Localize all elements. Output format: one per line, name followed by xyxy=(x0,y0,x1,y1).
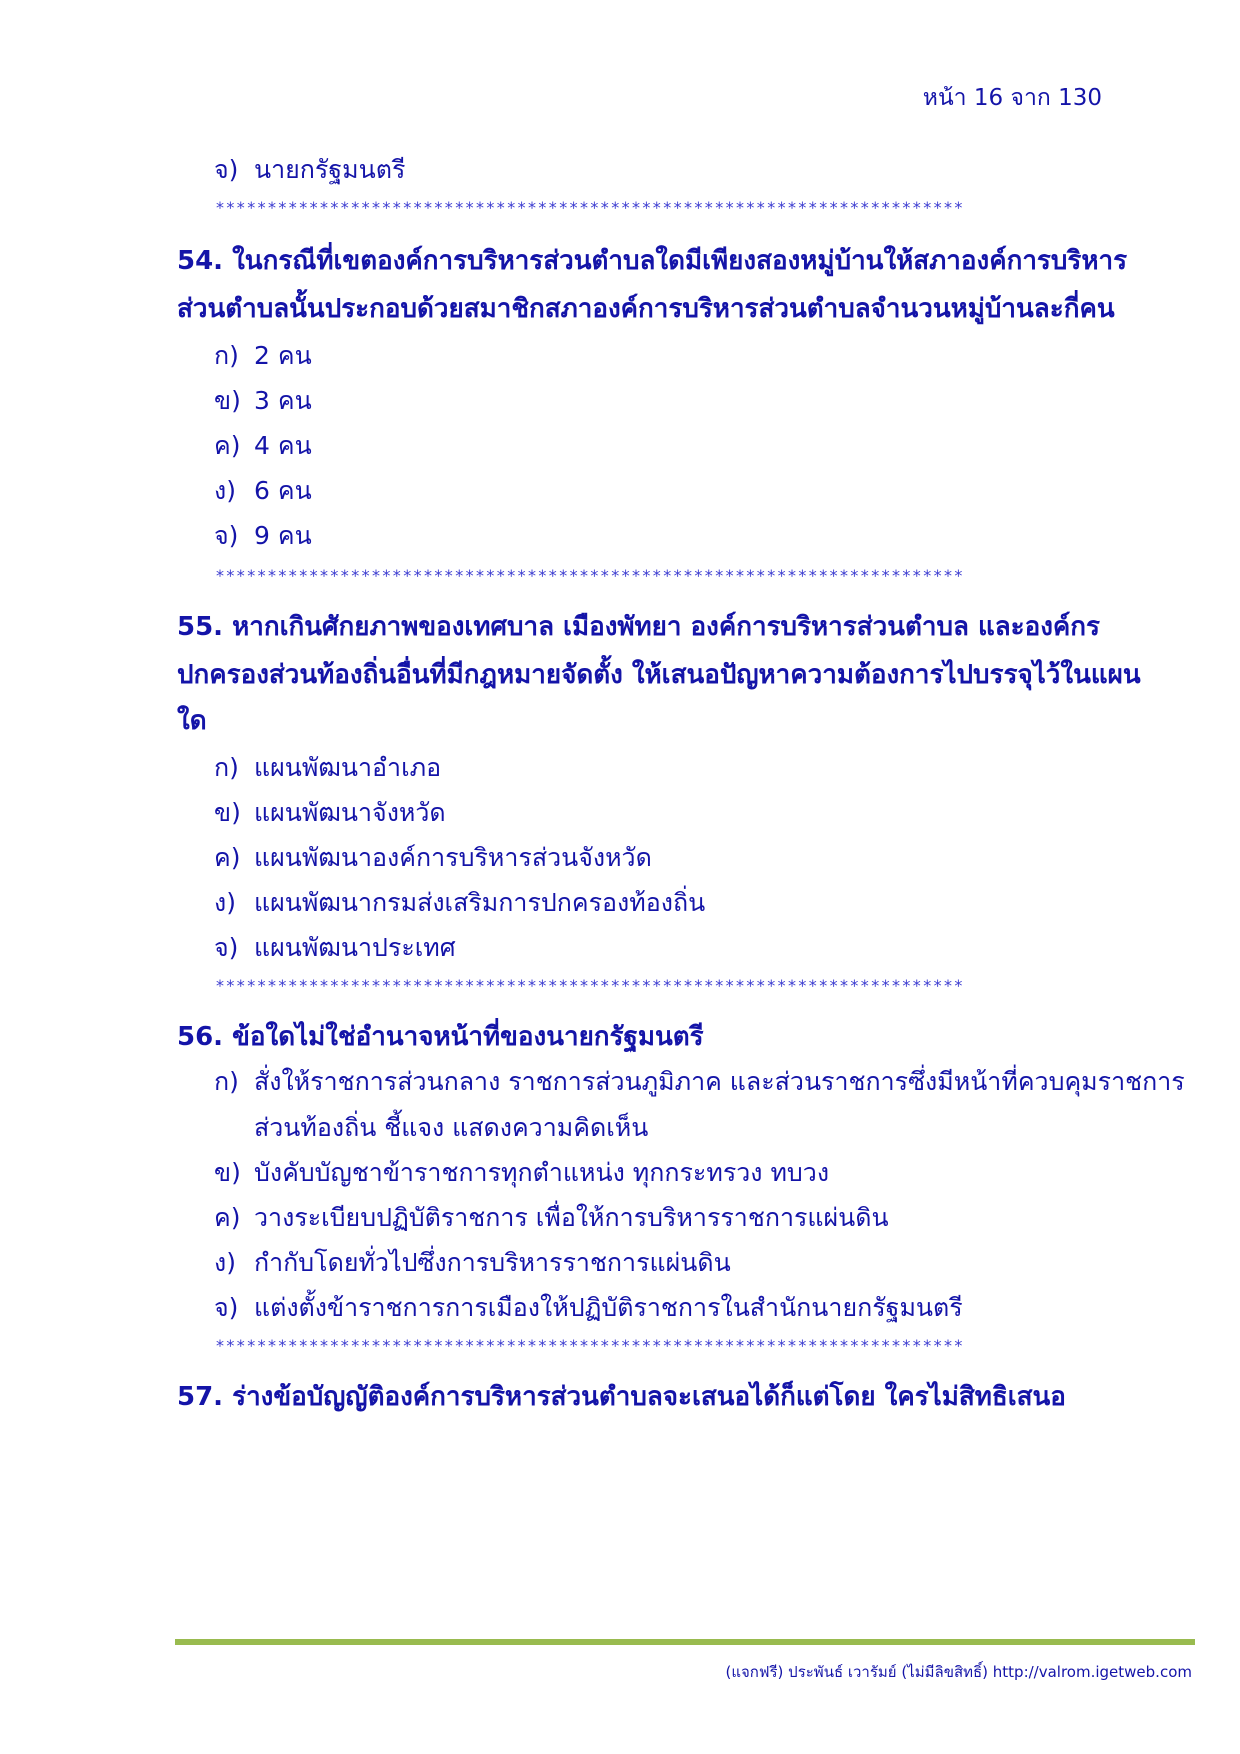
option-a: ก) แผนพัฒนาอำเภอ xyxy=(214,753,442,782)
question-54-line-2: ส่วนตำบลนั้นประกอบด้วยสมาชิกสภาองค์การบริหารส่วนตำบลจำนวนหมู่บ้านละกี่คน xyxy=(177,294,1115,324)
page-number: หน้า 16 จาก 130 xyxy=(922,85,1102,111)
option-a: ก) สั่งให้ราชการส่วนกลาง ราชการส่วนภูมิภาค และส่วนราชการซึ่งมีหน้าที่ควบคุมราชการ xyxy=(214,1067,1185,1096)
separator: ************************************************************************ xyxy=(216,976,965,995)
separator: ************************************************************************ xyxy=(216,198,965,217)
option-c: ค) แผนพัฒนาองค์การบริหารส่วนจังหวัด xyxy=(214,843,652,872)
question-56-line-1: 56. ข้อใดไม่ใช่อำนาจหน้าที่ของนายกรัฐมนตรี xyxy=(177,1022,704,1052)
option-b: ข) 3 คน xyxy=(214,386,312,415)
question-57-line-1: 57. ร่างข้อบัญญัติองค์การบริหารส่วนตำบลจะเสนอได้ก็แต่โดย ใครไม่สิทธิเสนอ xyxy=(177,1382,1066,1412)
option-e: จ) 9 คน xyxy=(214,521,312,550)
separator: ************************************************************************ xyxy=(216,1336,965,1355)
option-e: จ) นายกรัฐมนตรี xyxy=(214,155,406,184)
option-c: ค) วางระเบียบปฏิบัติราชการ เพื่อให้การบริหารราชการแผ่นดิน xyxy=(214,1203,889,1232)
question-55-line-3: ใด xyxy=(177,706,207,736)
option-d: ง) 6 คน xyxy=(214,476,312,505)
question-54-line-1: 54. ในกรณีที่เขตองค์การบริหารส่วนตำบลใดมีเพียงสองหมู่บ้านให้สภาองค์การบริหาร xyxy=(177,246,1128,276)
option-b: ข) บังคับบัญชาข้าราชการทุกตำแหน่ง ทุกกระทรวง ทบวง xyxy=(214,1158,830,1187)
question-55-line-2: ปกครองส่วนท้องถิ่นอื่นที่มีกฎหมายจัดตั้ง ให้เสนอปัญหาความต้องการไปบรรจุไว้ในแผน xyxy=(177,660,1141,690)
option-c: ค) 4 คน xyxy=(214,431,312,460)
footer-credit: (แจกฟรี) ประพันธ์ เวารัมย์ (ไม่มีลิขสิทธิ์) http://valrom.igetweb.com xyxy=(725,1663,1192,1681)
question-55-line-1: 55. หากเกินศักยภาพของเทศบาล เมืองพัทยา องค์การบริหารส่วนตำบล และองค์กร xyxy=(177,612,1101,642)
option-a: ก) 2 คน xyxy=(214,341,312,370)
option-d: ง) กำกับโดยทั่วไปซึ่งการบริหารราชการแผ่นดิน xyxy=(214,1248,731,1277)
separator: ************************************************************************ xyxy=(216,566,965,585)
option-e: จ) แผนพัฒนาประเทศ xyxy=(214,933,456,962)
option-d: ง) แผนพัฒนากรมส่งเสริมการปกครองท้องถิ่น xyxy=(214,888,706,917)
footer-rule xyxy=(175,1639,1195,1645)
option-b: ข) แผนพัฒนาจังหวัด xyxy=(214,798,446,827)
option-a-continuation: ส่วนท้องถิ่น ชี้แจง แสดงความคิดเห็น xyxy=(254,1113,649,1142)
option-e: จ) แต่งตั้งข้าราชการการเมืองให้ปฏิบัติราชการในสำนักนายกรัฐมนตรี xyxy=(214,1293,963,1322)
